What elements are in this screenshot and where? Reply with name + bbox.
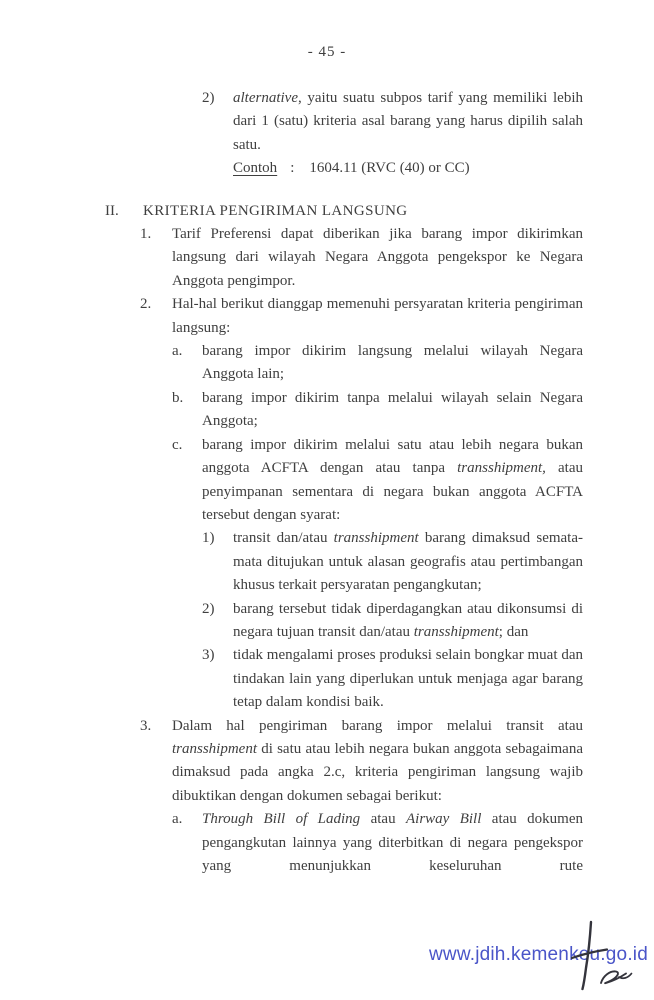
list-marker: 2) [202, 90, 215, 106]
list-marker: a. [172, 343, 183, 360]
list-item-2c2 [0, 598, 654, 645]
list-item-3a [0, 808, 654, 878]
section-numeral: II. [105, 202, 119, 219]
list-item-text: tidak mengalami proses produksi selain bongkar muat dan tindakan lain yang diperlukan untuk menjaga agar barang tetap dalam kondisi baik. [233, 647, 583, 711]
list-marker: a. [172, 811, 183, 828]
list-marker: b. [172, 389, 184, 406]
list-item-text: barang impor dikirim melalui satu atau lebih negara bukan anggota ACFTA dengan atau tanpa transshipment, atau penyimpanan sementara di negara bukan anggota ACFTA tersebut dengan syarat: [202, 436, 583, 523]
list-item-text: barang tersebut tidak diperdagangkan atau dikonsumsi di negara tujuan transit dan/atau transshipment; dan [233, 600, 583, 640]
list-marker: 1) [202, 530, 215, 547]
example-label: Contoh [233, 160, 278, 177]
list-marker: 2. [140, 296, 152, 313]
list-item-1 [0, 223, 654, 293]
list-item-2c3 [0, 644, 654, 714]
page-number: - 45 - [307, 44, 347, 60]
section-title: KRITERIA PENGIRIMAN LANGSUNG [143, 202, 408, 219]
example-value: 1604.11 (RVC (40) or CC) [309, 160, 470, 177]
list-item-alternative [0, 87, 654, 157]
example-line [0, 157, 654, 180]
list-item-text: Hal-hal berikut dianggap memenuhi persyaratan kriteria pengiriman langsung: [172, 296, 583, 336]
list-marker: 1. [140, 226, 152, 243]
list-marker: c. [172, 436, 183, 453]
list-item-2a [0, 340, 654, 387]
list-marker: 3) [202, 647, 215, 664]
jdih-watermark: www.jdih.kemenkeu.go.id [429, 944, 648, 965]
list-marker: 2) [202, 600, 215, 617]
list-item-2c [0, 434, 654, 528]
pen-signature-squiggle [601, 971, 632, 983]
section-heading [0, 200, 654, 223]
list-item-3 [0, 715, 654, 809]
list-item-text: Tarif Preferensi dapat diberikan jika barang impor dikirimkan langsung dari wilayah Negara Anggota pengekspor ke Negara Anggota pengimpor. [172, 226, 583, 289]
list-item-2c1 [0, 527, 654, 597]
list-item-text: Dalam hal pengiriman barang impor melalui transit atau transshipment di satu atau lebih negara bukan anggota sebagaimana dimaksud pada angka 2.c, kriteria pengiriman langsung wajib dibuktikan dengan dokumen sebagai berikut: [172, 717, 583, 804]
list-item-2b [0, 387, 654, 434]
list-item-text: Through Bill of Lading atau Airway Bill atau dokumen pengangkutan lainnya yang diterbitkan di negara pengekspor yang menunjukkan keseluruhan rute [202, 811, 584, 874]
example-colon: : [290, 160, 295, 177]
list-item-2 [0, 293, 654, 340]
section-ii [0, 200, 654, 879]
list-item-text: barang impor dikirim langsung melalui wilayah Negara Anggota lain; [202, 343, 583, 383]
list-marker: 3. [140, 717, 152, 734]
list-item-text: transit dan/atau transshipment barang dimaksud semata-mata ditujukan untuk alasan geografis atau pertimbangan khusus terkait persyaratan pengangkutan; [233, 530, 584, 594]
list-item-text: alternative, yaitu suatu subpos tarif yang memiliki lebih dari 1 (satu) kriteria asal barang yang harus dipilih salah satu. [233, 90, 583, 153]
document-body [0, 87, 654, 878]
list-item-text: barang impor dikirim tanpa melalui wilayah selain Negara Anggota; [202, 389, 583, 430]
